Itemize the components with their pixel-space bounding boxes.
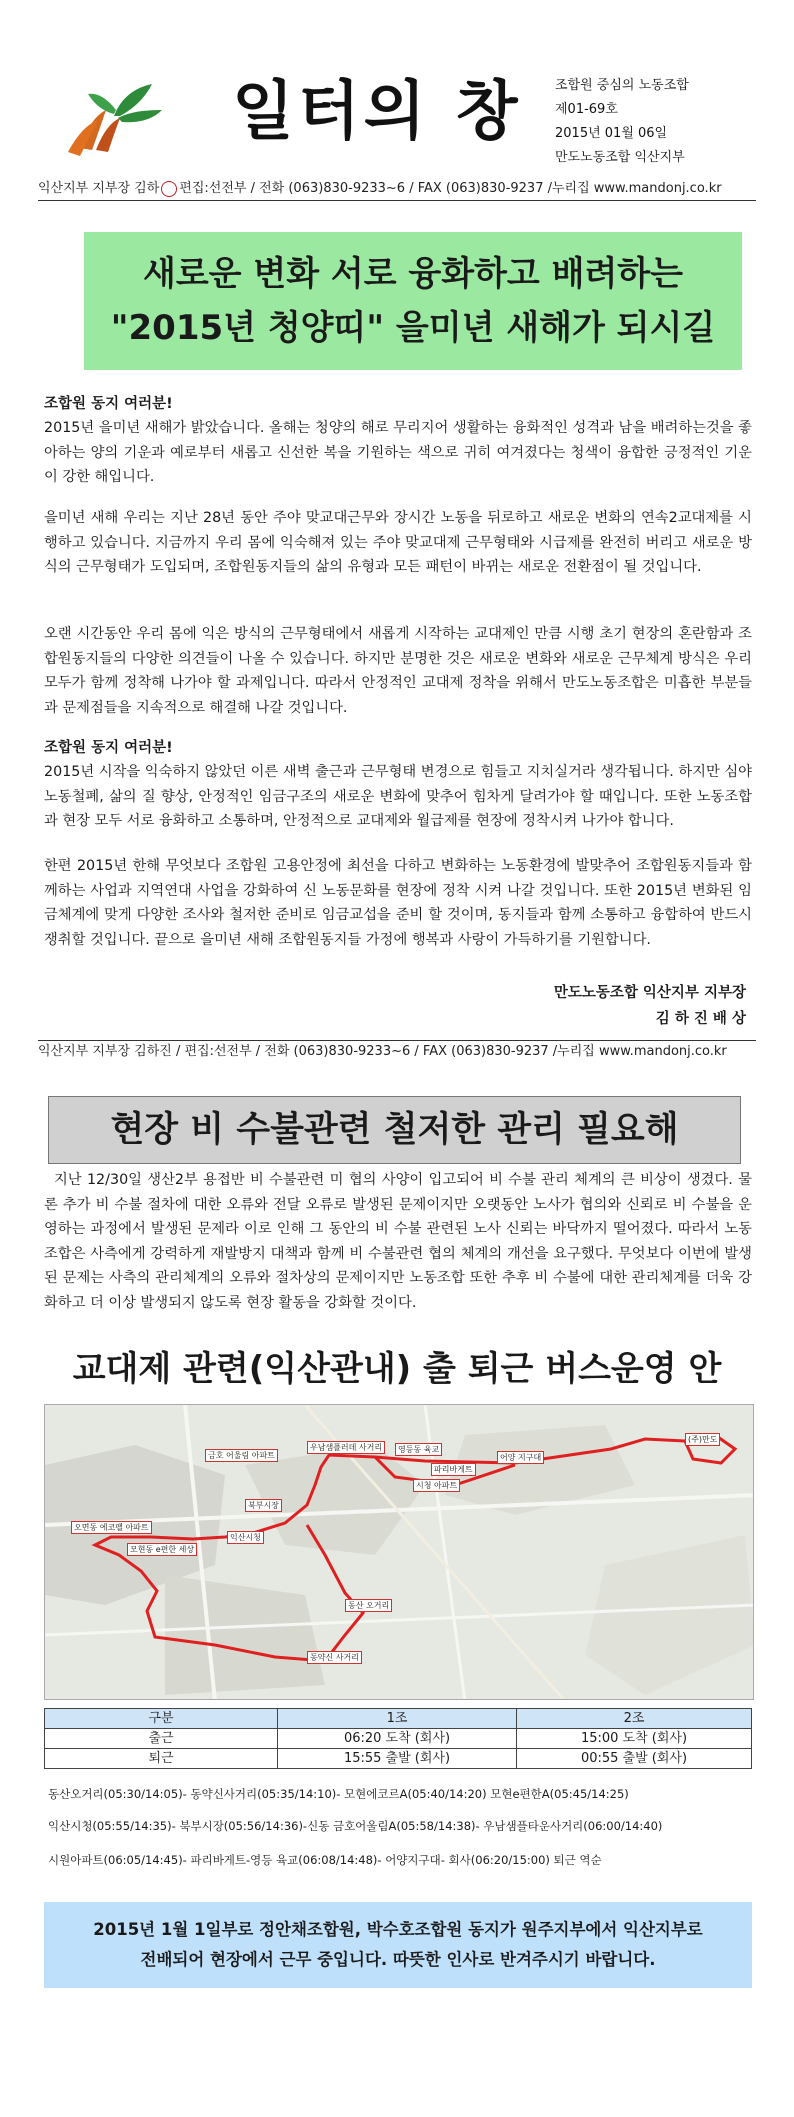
schedule-cell: 출근 bbox=[45, 1729, 278, 1749]
masthead-info bbox=[555, 74, 755, 170]
greeting-1: 조합원 동지 여러분! bbox=[44, 396, 173, 412]
union-logo bbox=[62, 70, 170, 158]
map-label-12: 동산 오거리 bbox=[345, 1599, 392, 1612]
contact-bar-left: 익산지부 지부장 김하 bbox=[38, 181, 160, 196]
table-row bbox=[45, 1729, 752, 1749]
bus-schedule-table bbox=[44, 1708, 752, 1769]
notice-line-2: 전배되어 현장에서 근무 중입니다. 따뜻한 인사로 반겨주시기 바랍니다. bbox=[140, 1950, 656, 1969]
schedule-cell: 퇴근 bbox=[45, 1749, 278, 1769]
schedule-cell: 06:20 도착 (회사) bbox=[278, 1729, 517, 1749]
bus-route-map bbox=[44, 1404, 754, 1700]
headline-line-2: "2015년 청양띠" 을미년 새해가 되시길 bbox=[110, 308, 716, 348]
schedule-header-shift1: 1조 bbox=[278, 1709, 517, 1729]
map-label-4: 어양 지구대 bbox=[497, 1451, 544, 1464]
contact-bar-bottom: 익산지부 지부장 김하진 / 편집:선전부 / 전화 (063)830-9233~6 / FAX (063)830-9237 /누리집 www.mandonj.co.kr bbox=[38, 1040, 756, 1063]
article-2-body: 지난 12/30일 생산2부 용접반 비 수불관련 미 협의 사양이 입고되어 비 수불 관리 체계의 큰 비상이 생겼다. 물론 추가 비 수불 절차에 대한 오류와 전달 오류로 발생된 문제이지만 오랫동안 노사가 협의와 신뢰로 비 수불을 운영하는 과정에서 발생된 문제라 이로 인해 그 동안의 비 수불 관련된 노사 신뢰는 바닥까지 떨어졌다. 따라서 노동조합은 사측에게 강력하게 재발방지 대책과 함께 비 수불관련 협의 체계의 개선을 요구했다. 무엇보다 이번에 발생된 문제는 사측의 관리체계의 오류와 절차상의 문제이지만 노동조합 또한 추후 비 수불에 대한 관리체계를 더욱 강화하고 더 이상 발생되지 않도록 현장 활동을 강화할 것이다. bbox=[44, 1172, 752, 1311]
map-label-2: 우남샘플러데 사거리 bbox=[307, 1441, 385, 1454]
signature bbox=[554, 980, 746, 1032]
issue-date: 2015년 01월 06일 bbox=[555, 126, 668, 141]
schedule-header-category: 구분 bbox=[45, 1709, 278, 1729]
map-label-5: (주)만도 bbox=[685, 1433, 720, 1446]
schedule-cell: 15:00 도착 (회사) bbox=[517, 1729, 752, 1749]
letter-paragraph-1: 2015년 을미년 새해가 밝았습니다. 올해는 청양의 해로 무리지어 생활하는 융화적인 성격과 남을 배려하는것을 좋아하는 양의 기운과 예로부터 새롭고 신선한 복을 기원하는 색으로 귀히 여겨졌다는 청색이 융합한 긍정적인 기운이 강한 해입니다. bbox=[44, 420, 752, 485]
table-row bbox=[45, 1749, 752, 1769]
map-label-11: 익산시청 bbox=[227, 1531, 264, 1544]
route-stops-3: 시원아파트(06:05/14:45)- 파리바게트-영등 육교(06:08/14:48)- 어양지구대- 회사(06:20/15:00) 퇴근 역순 bbox=[48, 1853, 602, 1867]
issue-number: 제01-69호 bbox=[555, 102, 618, 117]
greeting-2: 조합원 동지 여러분! bbox=[44, 740, 173, 756]
notice-line-1: 2015년 1월 1일부로 정안채조합원, 박수호조합원 동지가 원주지부에서 익산지부로 bbox=[93, 1920, 703, 1939]
headline-box bbox=[84, 232, 742, 370]
map-label-10: 모현동 e편한 세상 bbox=[127, 1543, 197, 1556]
map-label-13: 동약신 사거리 bbox=[307, 1651, 362, 1664]
publisher: 만도노동조합 익산지부 bbox=[555, 150, 685, 165]
slogan: 조합원 중심의 노동조합 bbox=[555, 78, 689, 93]
headline-line-1: 새로운 변화 서로 융화하고 배려하는 bbox=[142, 254, 683, 294]
article-2-title: 현장 비 수불관련 철저한 관리 필요해 bbox=[48, 1096, 741, 1164]
contact-bar-top bbox=[38, 178, 756, 201]
map-label-3: 영등동 육교 bbox=[395, 1443, 442, 1456]
route-stops-2: 익산시청(05:55/14:35)- 북부시장(05:56/14:36)-신동 금호어울림A(05:58/14:38)- 우남샘플타운사거리(06:00/14:40) bbox=[48, 1819, 663, 1833]
letter-paragraph-4: 2015년 시작을 익숙하지 않았던 이른 새벽 출근과 근무형태 변경으로 힘들고 지치실거라 생각됩니다. 하지만 심야노동철폐, 삶의 질 향상, 안정적인 임금구조의 새로운 변화에 맞추어 힘차게 달려가야 할 때입니다. 또한 노동조합과 현장 모두 서로 융화하고 소통하며, 안정적으로 교대제와 월급제를 현장에 정착시켜 나가야 합니다. bbox=[44, 764, 752, 829]
contact-bar-right: 편집:선전부 / 전화 (063)830-9233~6 / FAX (063)830-9237 /누리집 www.mandonj.co.kr bbox=[179, 181, 722, 196]
newsletter-title: 일터의 창 bbox=[232, 75, 522, 149]
letter-paragraph-5: 한편 2015년 한해 무엇보다 조합원 고용안정에 최선을 다하고 변화하는 노동환경에 발맞추어 조합원동지들과 함께하는 사업과 지역연대 사업을 강화하여 신 노동문화를 현장에 정착 시켜 나갈 것입니다. 또한 2015년 변화된 임금체계에 맞게 다양한 조사와 철저한 준비로 임금교섭을 준비 할 것이며, 동지들과 함께 소통하고 융합하여 반드시 쟁취할 것입니다. 끝으로 을미년 새해 조합원동지들 가정에 행복과 사랑이 가득하기를 기원합니다. bbox=[44, 858, 752, 948]
map-label-6: 시청 아파트 bbox=[413, 1479, 460, 1492]
schedule-cell: 15:55 출발 (회사) bbox=[278, 1749, 517, 1769]
signature-org: 만도노동조합 익산지부 지부장 bbox=[553, 985, 746, 1001]
bus-section-title: 교대제 관련(익산관내) 출 퇴근 버스운영 안 bbox=[72, 1349, 722, 1389]
signature-name: 김 하 진 배 상 bbox=[655, 1011, 746, 1027]
schedule-header-shift2: 2조 bbox=[517, 1709, 752, 1729]
schedule-cell: 00:55 출발 (회사) bbox=[517, 1749, 752, 1769]
seal-stamp-icon bbox=[161, 181, 177, 197]
letter-paragraph-2: 을미년 새해 우리는 지난 28년 동안 주야 맞교대근무와 장시간 노동을 뒤로하고 새로운 변화의 연속2교대제를 시행하고 있습니다. 지금까지 우리 몸에 익숙해져 있는 주야 맞교대제 근무형태와 시급제를 완전히 버리고 새로운 방식의 근무형태가 도입되며, 조합원동지들의 삶의 유형과 모든 패턴이 바뀌는 새로운 전환점이 될 것입니다. bbox=[44, 510, 752, 575]
letter-paragraph-3: 오랜 시간동안 우리 몸에 익은 방식의 근무형태에서 새롭게 시작하는 교대제인 만큼 시행 초기 현장의 혼란함과 조합원동지들의 다양한 의견들이 나올 수 있습니다. 하지만 분명한 것은 새로운 변화와 새로운 근무체계 방식은 우리 모두가 함께 정착해 나가야 할 과제입니다. 따라서 안정적인 교대제 정착을 위해서 만도노동조합은 미흡한 부분들과 문제점들을 지속적으로 해결해 나갈 것입니다. bbox=[44, 626, 752, 716]
transfer-notice-box bbox=[44, 1902, 752, 1988]
map-label-1: 금호 어울림 아파트 bbox=[205, 1449, 278, 1462]
map-label-8: 북부시장 bbox=[245, 1499, 282, 1512]
route-stops-1: 동산오거리(05:30/14:05)- 동약신사거리(05:35/14:10)- 모현에코르A(05:40/14:20) 모현e편한A(05:45/14:25) bbox=[48, 1787, 629, 1801]
map-label-7: 파리바게트 bbox=[431, 1463, 476, 1476]
map-label-9: 오면동 에코팰 아파트 bbox=[71, 1521, 152, 1534]
